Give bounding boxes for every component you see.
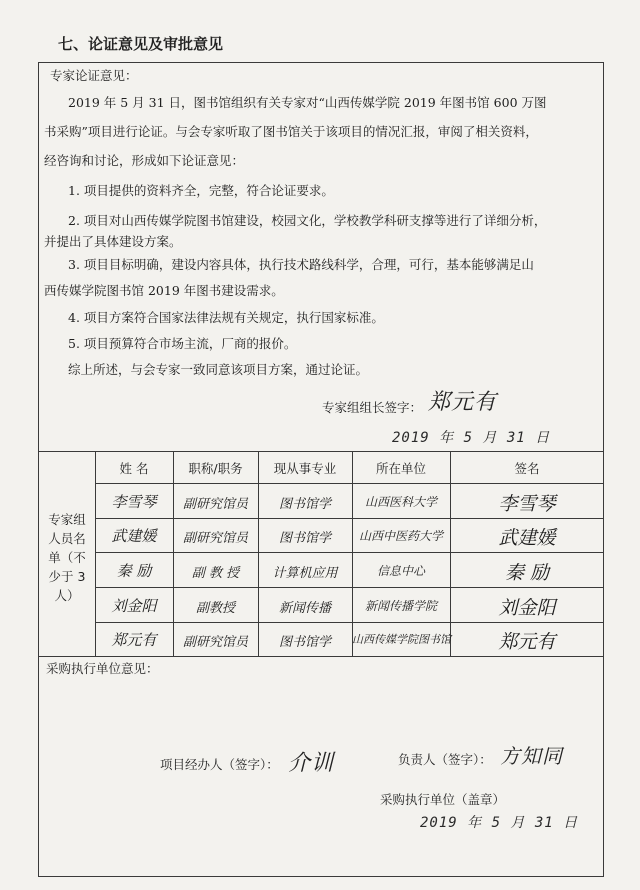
divider-row-4 — [95, 622, 604, 623]
divider-side-label — [95, 451, 96, 656]
expert-major: 图书馆学 — [278, 635, 331, 650]
expert-title: 副教授 — [195, 601, 235, 616]
expert-major: 计算机应用 — [272, 566, 338, 581]
col-header-unit: 所在单位 — [375, 461, 426, 476]
expert-major: 图书馆学 — [278, 497, 331, 512]
expert-name: 刘金阳 — [111, 597, 157, 615]
expert-name: 郑元有 — [111, 631, 157, 649]
opinion-line: 2. 项目对山西传媒学院图书馆建设，校园文化，学校教学科研支撑等进行了详细分析， — [68, 213, 547, 228]
expert-signature: 郑元有 — [498, 631, 556, 653]
opinion-line: 4. 项目方案符合国家法律法规有关规定，执行国家标准。 — [68, 310, 384, 325]
divider-col-name — [173, 451, 174, 656]
expert-name: 武建媛 — [111, 527, 157, 545]
col-header-signature: 签名 — [514, 461, 540, 476]
expert-signature: 李雪琴 — [498, 493, 556, 515]
divider-row-3 — [95, 587, 604, 588]
col-header-title: 职称/职务 — [188, 461, 243, 476]
expert-list-side-label: 专家组 人员名 单（不 少于 3 人） — [48, 512, 86, 603]
expert-title: 副研究馆员 — [182, 635, 248, 650]
expert-title: 副 教 授 — [191, 566, 240, 581]
expert-title: 副研究馆员 — [182, 497, 248, 512]
expert-major: 图书馆学 — [278, 531, 331, 546]
divider-col-title — [258, 451, 259, 656]
col-header-major: 现从事专业 — [273, 461, 337, 476]
expert-name: 李雪琴 — [111, 493, 157, 511]
divider-row-1 — [95, 518, 604, 519]
handler-signature: 介训 — [288, 751, 335, 776]
opinion-line: 经咨询和讨论，形成如下论证意见： — [44, 153, 245, 168]
procurement-unit-seal-label: 采购执行单位（盖章） — [380, 792, 506, 807]
expert-title: 副研究馆员 — [182, 531, 248, 546]
expert-unit: 山西中医药大学 — [358, 529, 443, 543]
divider-col-unit — [450, 451, 451, 656]
section-title: 七、论证意见及审批意见 — [58, 35, 224, 53]
divider-expert-table-top — [38, 451, 604, 452]
expert-unit: 新闻传播学院 — [364, 599, 437, 613]
opinion-line: 并提出了具体建设方案。 — [44, 234, 182, 249]
divider-row-2 — [95, 552, 604, 553]
opinion-line: 3. 项目目标明确，建设内容具体，执行技术路线科学，合理，可行，基本能够满足山 — [68, 257, 534, 272]
opinion-line: 1. 项目提供的资料齐全，完整，符合论证要求。 — [68, 183, 334, 198]
divider-col-major — [352, 451, 353, 656]
opinion-line: 5. 项目预算符合市场主流，厂商的报价。 — [68, 336, 297, 351]
divider-procurement-top — [38, 656, 604, 657]
col-header-name: 姓 名 — [119, 461, 149, 476]
expert-signature: 武建媛 — [498, 527, 556, 549]
expert-major: 新闻传播 — [278, 601, 331, 616]
expert-signature: 秦 励 — [504, 562, 550, 584]
expert-unit: 信息中心 — [376, 564, 425, 578]
opinion-line: 综上所述，与会专家一致同意该项目方案，通过论证。 — [68, 362, 369, 377]
leader-sign-label: 专家组组长签字： — [322, 400, 423, 415]
handler-sign-label: 项目经办人（签字）： — [160, 757, 279, 772]
divider-table-header — [95, 483, 604, 484]
opinion-date: 2019 年 5 月 31 日 — [392, 430, 551, 446]
expert-opinion-label: 专家论证意见： — [50, 68, 138, 83]
expert-unit: 山西医科大学 — [364, 495, 437, 509]
procurement-date: 2019 年 5 月 31 日 — [420, 815, 579, 831]
manager-signature: 方知同 — [500, 744, 563, 768]
expert-signature: 刘金阳 — [498, 597, 556, 619]
opinion-line: 西传媒学院图书馆 2019 年图书建设需求。 — [44, 283, 284, 298]
opinion-line: 书采购”项目进行论证。与会专家听取了图书馆关于该项目的情况汇报，审阅了相关资料， — [44, 124, 538, 139]
manager-sign-label: 负责人（签字）： — [398, 752, 492, 767]
opinion-line: 2019 年 5 月 31 日，图书馆组织有关专家对“山西传媒学院 2019 年图书馆 600 万图 — [68, 95, 547, 110]
expert-unit: 山西传媒学院图书馆 — [352, 633, 451, 646]
expert-name: 秦 励 — [116, 562, 152, 580]
procurement-opinion-label: 采购执行单位意见： — [46, 661, 159, 676]
leader-signature: 郑元有 — [428, 390, 498, 415]
